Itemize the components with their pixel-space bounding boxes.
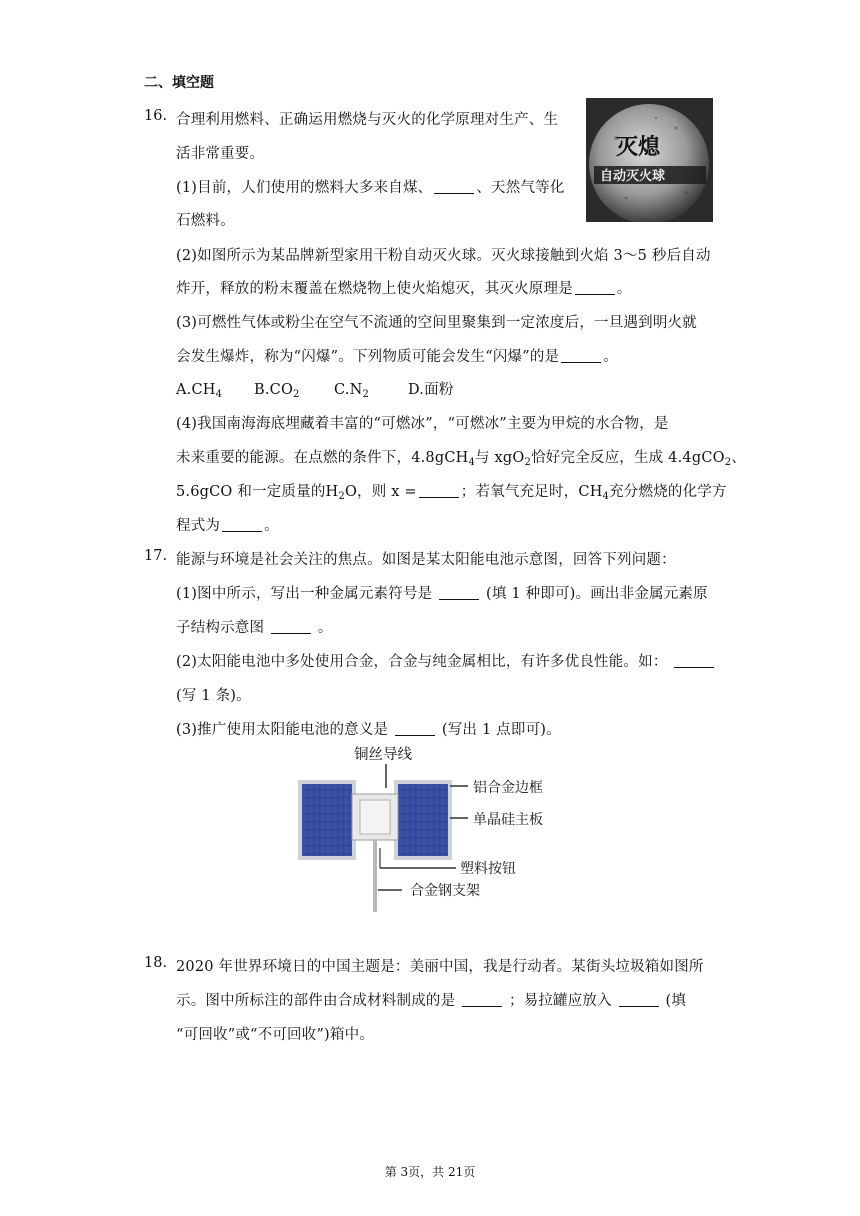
answer-blank[interactable] [561, 348, 601, 363]
question-number-16: 16. [144, 108, 168, 124]
page-footer: 第 3页，共 21页 [384, 1165, 476, 1179]
left-solar-panel [302, 784, 352, 856]
option-b[interactable]: $B.CO_2$ [254, 382, 300, 400]
q16-p2-text-b: 炸开，释放的粉末覆盖在燃烧物上使火焰熄灭，其灭火原理是 [176, 281, 573, 297]
image-text-top: 灭熄 [616, 135, 661, 160]
answer-blank[interactable] [674, 653, 714, 668]
q18-line2: 示。图中所标注的部件由合成材料制成的是 ；易拉罐应放入 (填 [176, 993, 687, 1009]
q16-part4-line1: (4)我国南海海底埋藏着丰富的“可燃冰”，“可燃冰”主要为甲烷的水合物，是 [176, 416, 669, 432]
q16-stem-line1: 合理利用燃料、正确运用燃烧与灭火的化学原理对生产、生 [176, 112, 559, 128]
q16-part3-line1: (3)可燃性气体或粉尘在空气不流通的空间里聚集到一定浓度后，一旦遇到明火就 [176, 315, 697, 331]
label-copper-wire: 铜丝导线 [354, 747, 412, 763]
q16-part1-line2: 石燃料。 [176, 213, 235, 229]
q17-part1-line2: 子结构示意图 。 [176, 620, 333, 636]
q17-part3: (3)推广使用太阳能电池的意义是 (写出 1 点即可)。 [176, 722, 561, 738]
answer-blank[interactable] [434, 179, 474, 194]
q16-stem-line2: 活非常重要。 [176, 146, 265, 162]
q16-p1-text-a: (1)目前，人们使用的燃料大多来自煤、 [176, 180, 433, 196]
q16-options [176, 378, 454, 400]
right-solar-panel [398, 784, 448, 856]
answer-blank[interactable] [395, 721, 435, 736]
option-d[interactable]: D.面粉 [408, 382, 454, 398]
q16-part4-line3: 5.6gCO 和一定质量的$H_2O$，则 x = ；若氧气充足时，$CH_4$充分燃烧的化学方 [176, 484, 727, 502]
answer-blank[interactable] [419, 483, 459, 498]
solar-cell-diagram [290, 742, 580, 914]
q16-part2-line1: (2)如图所示为某品牌新型家用干粉自动灭火球。灭火球接触到火焰 3～5 秒后自动 [176, 248, 711, 264]
label-aluminum-frame: 铝合金边框 [473, 780, 543, 796]
q16-p3-end: 。 [603, 349, 618, 365]
answer-blank[interactable] [575, 280, 615, 295]
q16-p3-text-b: 会发生爆炸，称为“闪爆”。下列物质可能会发生“闪爆”的是 [176, 349, 560, 365]
q16-part4-line4: 程式为 。 [176, 518, 279, 534]
label-silicon-board: 单晶硅主板 [473, 812, 543, 828]
answer-blank[interactable] [619, 992, 659, 1007]
q16-part1-line1 [176, 176, 565, 197]
option-c[interactable]: $C.N_2$ [334, 382, 370, 400]
fire-extinguisher-ball-image [586, 98, 713, 222]
q16-p1-text-b: 、天然气等化 [476, 180, 565, 196]
q17-part2-line1: (2)太阳能电池中多处使用合金，合金与纯金属相比，有许多优良性能。如： [176, 650, 716, 671]
answer-blank[interactable] [271, 619, 311, 634]
answer-blank[interactable] [222, 517, 262, 532]
q16-part4-line2: 未来重要的能源。在点燃的条件下，4.8gCH$_4$与 xgO$_2$恰好完全反应，生成 4.4gCO$_2$、 [176, 450, 746, 468]
q17-part2-line2: (写 1 条)。 [176, 688, 251, 704]
q16-part2-line2 [176, 277, 632, 298]
label-plastic-button: 塑料按钮 [460, 861, 516, 877]
q17-stem: 能源与环境是社会关注的焦点。如图是某太阳能电池示意图，回答下列问题： [176, 552, 676, 568]
image-text-bottom: 自动灭火球 [600, 169, 666, 184]
question-number-17: 17. [144, 548, 168, 564]
q16-part3-line2 [176, 345, 618, 366]
q16-p2-end: 。 [616, 281, 632, 297]
alloy-stand [373, 840, 377, 912]
option-a[interactable]: $A.CH_4$ [176, 382, 223, 400]
q18-line3: “可回收”或“不可回收”)箱中。 [176, 1027, 375, 1043]
answer-blank[interactable] [462, 992, 502, 1007]
section-title: 二、填空题 [144, 75, 214, 91]
q17-part1-line1: (1)图中所示，写出一种金属元素符号是 (填 1 种即可)。画出非金属元素原 [176, 586, 708, 602]
answer-blank[interactable] [439, 585, 479, 600]
label-alloy-stand: 合金钢支架 [410, 883, 480, 899]
question-number-18: 18. [144, 955, 168, 971]
q18-line1: 2020 年世界环境日的中国主题是：美丽中国，我是行动者。某街头垃圾箱如图所 [176, 959, 704, 975]
